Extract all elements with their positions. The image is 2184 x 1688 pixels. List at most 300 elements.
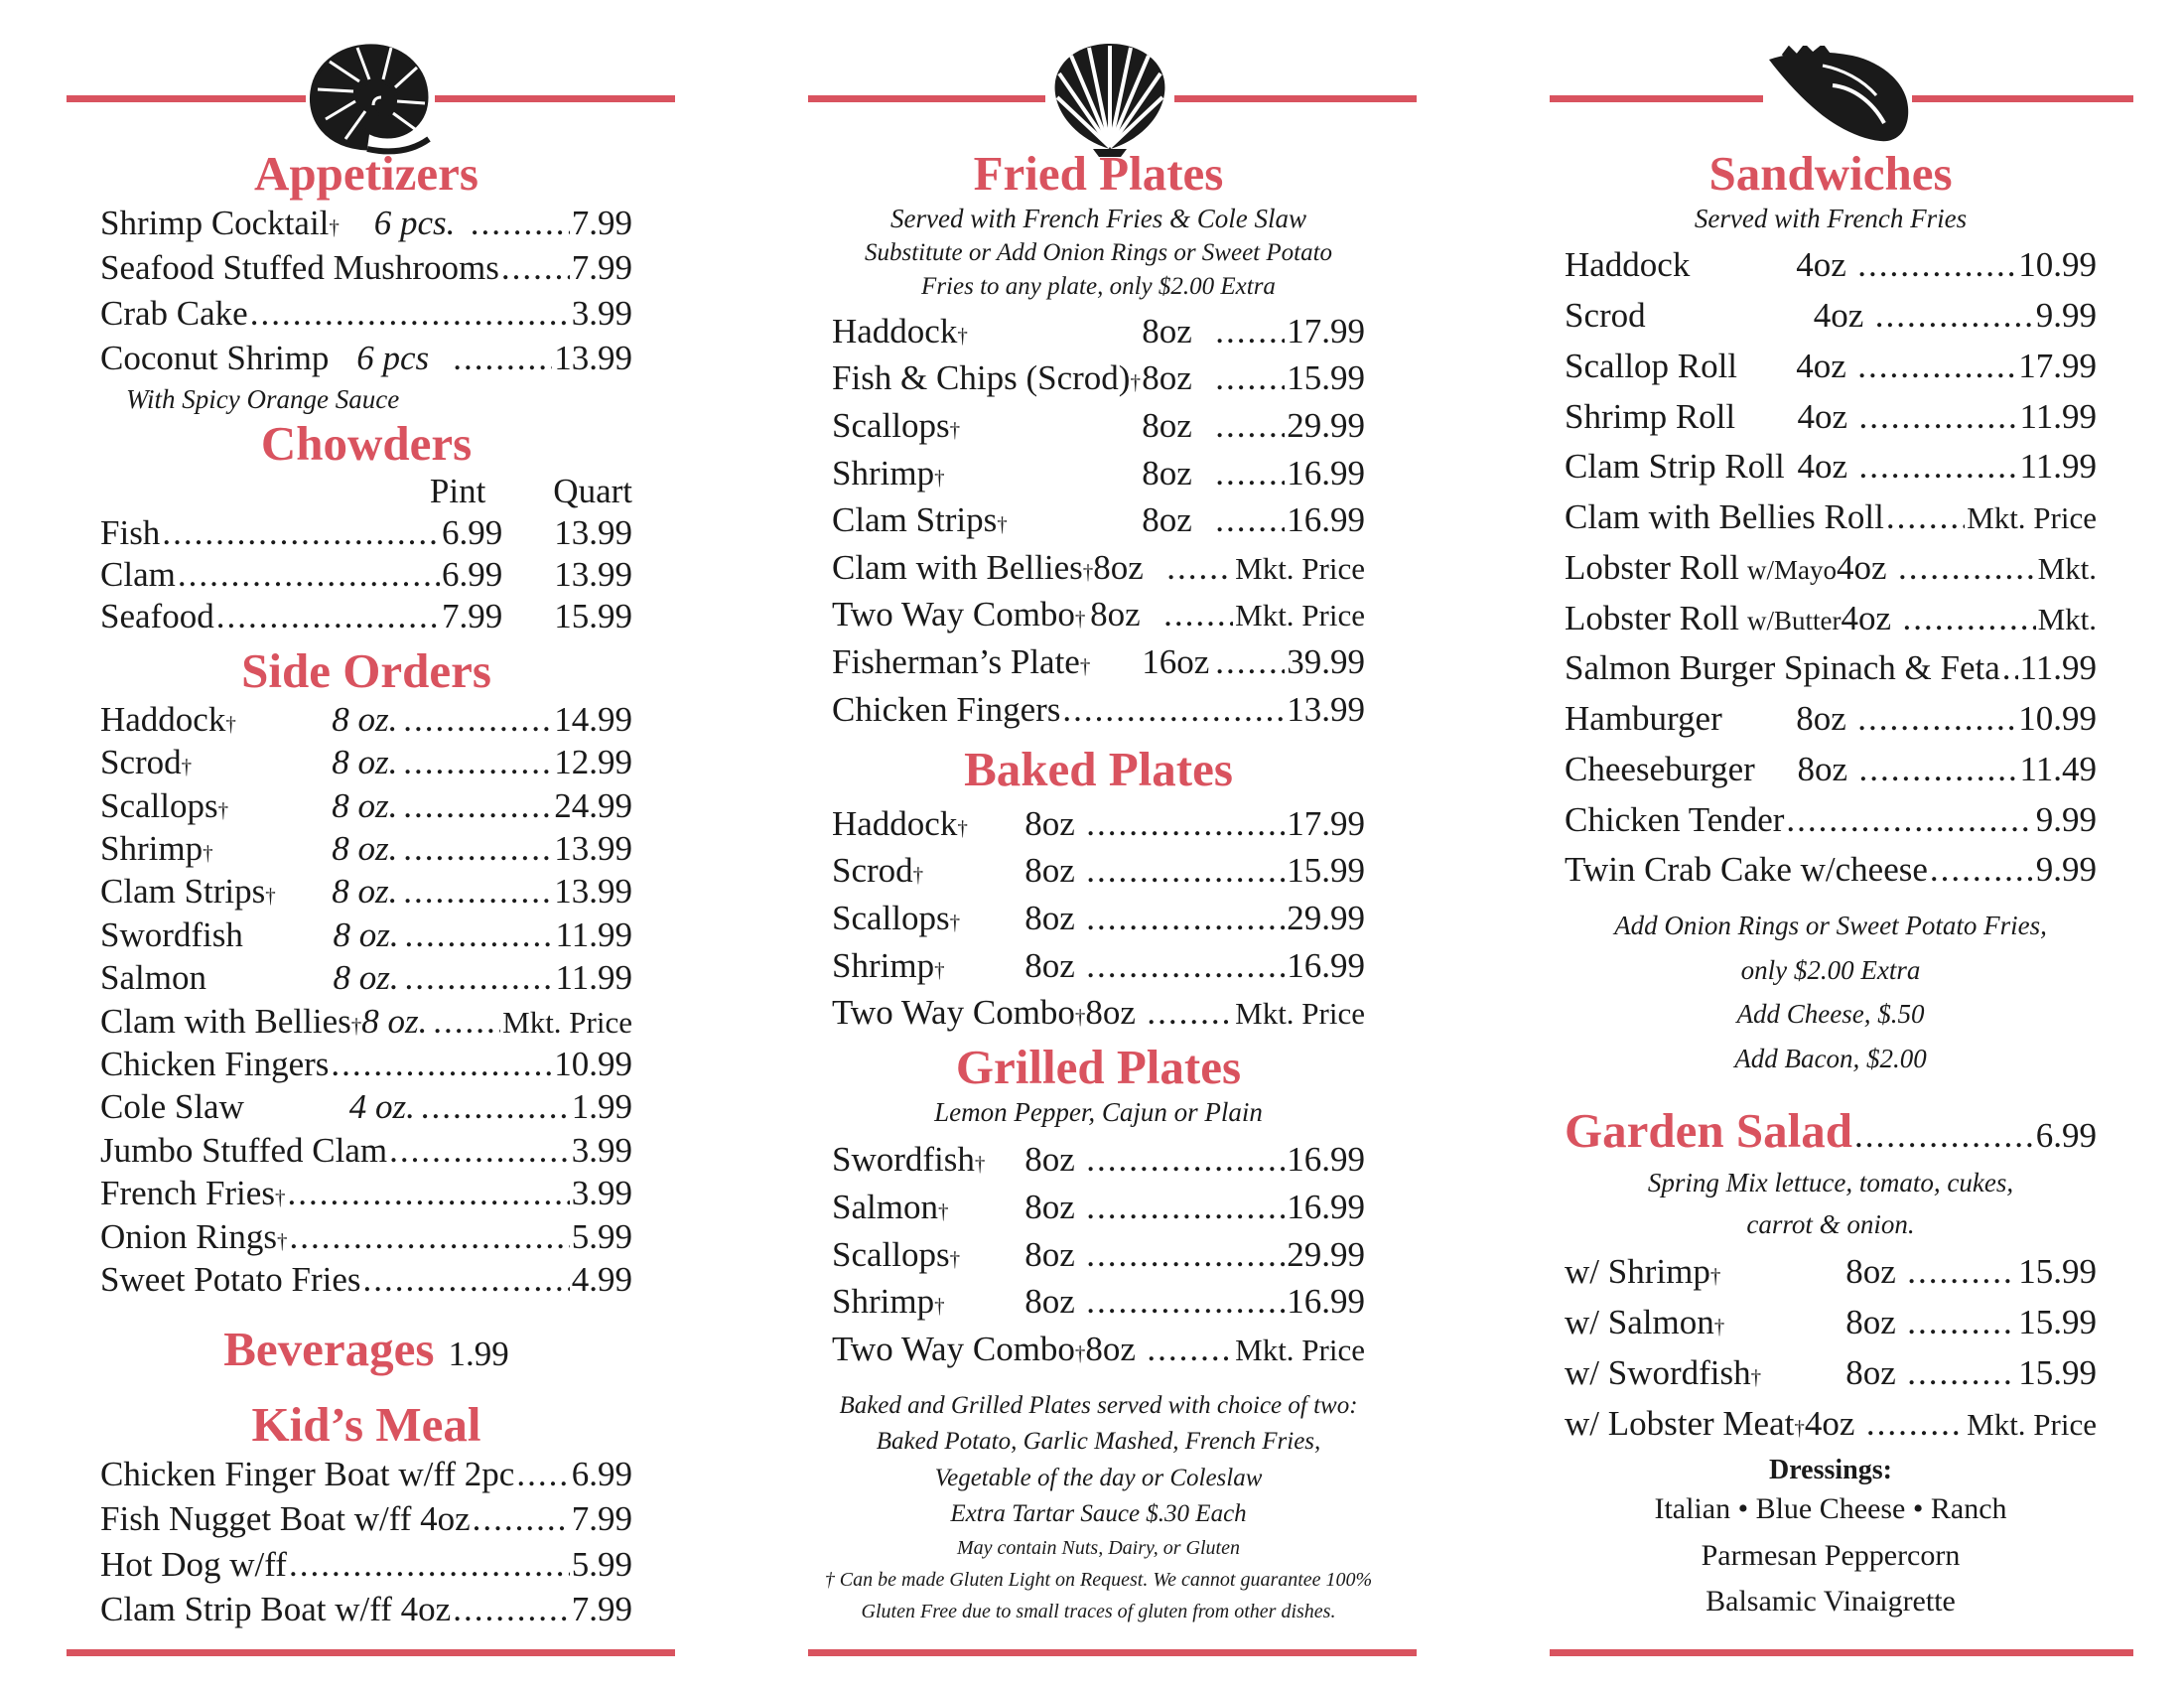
menu-item-row (100, 336, 632, 381)
item-price: 15.99 (2018, 1252, 2097, 1292)
grilled-plates-heading: Grilled Plates (955, 1040, 1242, 1094)
dot-leader (1147, 1326, 1233, 1373)
item-name: Clam with Bellies (100, 1001, 351, 1041)
item-size: 8oz (1024, 1234, 1075, 1274)
dot-leader (1086, 942, 1285, 990)
item-price: 7.99 (571, 1499, 632, 1539)
menu-item-row: Two Way Combo † 8oz ..... Mkt. Price (832, 1326, 1365, 1373)
item-price: 5.99 (571, 1216, 632, 1256)
item-price: 15.99 (1287, 851, 1365, 891)
item-size: 8 oz. (333, 958, 399, 998)
dot-leader (403, 698, 552, 741)
menu-item-row (100, 956, 632, 999)
dot-leader (1902, 594, 2035, 644)
menu-item-row (100, 1496, 632, 1542)
menu-item-row: w/ Lobster Meat † 4oz ..... Mkt. Price (1565, 1399, 2097, 1450)
dot-leader (250, 291, 570, 337)
bottom-rule-2 (808, 1649, 1417, 1656)
item-price: 13.99 (554, 829, 632, 869)
chowder-header (100, 471, 632, 512)
addon-line: Add Bacon, $2.00 (1734, 1043, 1927, 1073)
item-name: Two Way Combo (832, 595, 1075, 634)
fried-plates-list (832, 308, 1365, 733)
dot-leader (405, 956, 554, 999)
item-name: Clam with Bellies (832, 547, 1083, 587)
item-size: 8 oz. (332, 743, 398, 782)
item-name: Scallop Roll (1565, 346, 1738, 385)
dot-leader (1215, 496, 1285, 544)
item-price: Mkt. Price (1967, 1406, 2097, 1442)
menu-item-row: Two Way Combo † 8oz ..... Mkt. Price (832, 989, 1365, 1037)
dot-leader (433, 1000, 500, 1043)
dot-leader (501, 245, 570, 291)
dot-leader (473, 1496, 570, 1542)
item-size: 8 oz. (332, 699, 398, 739)
item-name: Haddock (1565, 245, 1691, 285)
item-price: Mkt. Price (1235, 598, 1365, 633)
menu-item-row: Onion Rings † ..... 5.99 (100, 1215, 632, 1258)
dot-leader (1859, 442, 2018, 492)
item-name: Haddock (832, 311, 958, 351)
dot-leader (1086, 847, 1285, 895)
bottom-rule-3 (1550, 1649, 2133, 1656)
item-name: French Fries (100, 1174, 275, 1213)
sandwiches-heading: Sandwiches (1708, 146, 1953, 201)
item-name: Clam Strips (100, 872, 266, 912)
item-price: 16.99 (1287, 945, 1365, 985)
item-size: 8oz (1797, 749, 1848, 788)
dot-leader (516, 1452, 569, 1497)
item-name: Scallops (832, 1234, 950, 1274)
item-price: 16.99 (1287, 1140, 1365, 1180)
menu-item-row (1565, 745, 2097, 795)
item-size: 8oz (1024, 803, 1075, 843)
dot-leader (453, 1587, 570, 1632)
fried-note-1: Served with French Fries & Cole Slaw (890, 203, 1306, 233)
addon-line: Add Onion Rings or Sweet Potato Fries, (1614, 911, 2047, 941)
appetizers-list (100, 201, 632, 381)
item-price: 16.99 (1287, 500, 1365, 540)
item-size: 8oz (1085, 993, 1136, 1033)
item-name: Clam Strip Roll (1565, 447, 1785, 487)
item-price: 13.99 (554, 872, 632, 912)
menu-item-row: w/ Swordfish † 8oz ..... 15.99 (1565, 1348, 2097, 1399)
item-name: w/ Shrimp (1565, 1252, 1710, 1292)
item-name: Shrimp (100, 829, 204, 869)
item-name: Fish (100, 512, 161, 552)
item-size: 8 oz. (332, 785, 398, 825)
item-price: 17.99 (1287, 803, 1365, 843)
item-name: Hamburger (1565, 699, 1722, 739)
menu-item-row: Clam Strips † 8oz ..... 16.99 (832, 496, 1365, 544)
gluten-line: † Can be made Gluten Light on Request. We cannot guarantee 100% (824, 1569, 1373, 1591)
dot-leader (1215, 638, 1285, 686)
item-price: 16.99 (1287, 1187, 1365, 1226)
dot-leader (1857, 342, 2016, 392)
menu-item-row (1565, 694, 2097, 745)
item-size: 8 oz. (332, 872, 398, 912)
dot-leader (1859, 745, 2018, 795)
menu-item-row: Haddock † 8oz ..... 17.99 (832, 308, 1365, 355)
item-size: 4oz (1796, 245, 1846, 285)
item-name: Seafood Stuffed Mushrooms (100, 248, 499, 288)
item-size: 8 oz. (333, 914, 399, 954)
item-name: Scallops (100, 785, 218, 825)
item-name: Twin Crab Cake w/cheese (1565, 850, 1928, 890)
item-price: Mkt. Price (1235, 1332, 1365, 1367)
menu-item-row (100, 245, 632, 291)
item-price: 39.99 (1287, 641, 1365, 681)
item-price: Mkt. Price (1235, 996, 1365, 1032)
item-price: 15.99 (2018, 1303, 2097, 1342)
menu-item-row: French Fries † ..... 3.99 (100, 1172, 632, 1214)
addon-line: Add Cheese, $.50 (1736, 999, 1925, 1030)
menu-item-row (100, 914, 632, 956)
item-price: 16.99 (1287, 453, 1365, 492)
dot-leader (403, 741, 552, 783)
item-name: Cheeseburger (1565, 749, 1755, 788)
item-price: 11.99 (2019, 396, 2097, 436)
menu-item-row: Swordfish † 8oz ..... 16.99 (832, 1136, 1365, 1184)
dot-leader (421, 1085, 570, 1128)
item-price: 9.99 (2035, 850, 2097, 890)
item-name: Fish & Chips (Scrod) (832, 358, 1131, 398)
item-size: 8oz (1024, 851, 1075, 891)
dot-leader (1215, 308, 1285, 355)
dot-leader (216, 596, 440, 637)
dot-leader (1086, 1231, 1285, 1279)
pint-price: 6.99 (442, 512, 503, 552)
dot-leader (331, 1043, 552, 1085)
item-price: 11.99 (555, 958, 632, 998)
item-size: 16oz (1142, 641, 1210, 681)
appetizers-note: With Spicy Orange Sauce (126, 383, 400, 414)
menu-item-row: w/ Shrimp † 8oz ..... 15.99 (1565, 1247, 2097, 1298)
menu-item-row (1565, 342, 2097, 392)
dot-leader (405, 914, 554, 956)
salad-addon-list (1565, 1247, 2097, 1449)
menu-item-row: Fisherman’s Plate † 16oz ..... 39.99 (832, 638, 1365, 686)
item-size: 8oz (1845, 1352, 1896, 1392)
item-name: Onion Rings (100, 1216, 277, 1256)
menu-item-row: Fish & Chips (Scrod) † 8oz ..... 15.99 (832, 354, 1365, 402)
sandwich-addons (1565, 904, 2097, 1080)
item-name: Scrod (100, 743, 182, 782)
item-price: 13.99 (1287, 689, 1365, 729)
item-size: 8oz (1024, 1187, 1075, 1226)
quart-price: 13.99 (554, 554, 632, 594)
plates-footer (812, 1388, 1385, 1627)
dot-leader (1086, 1136, 1285, 1184)
item-name: Cole Slaw (100, 1087, 244, 1127)
item-price: Mkt. Price (1235, 550, 1365, 586)
menu-item-row: Scallops † 8oz ..... 29.99 (832, 1231, 1365, 1279)
appetizers-heading: Appetizers (254, 146, 478, 201)
item-price: 7.99 (571, 248, 632, 288)
item-price: 17.99 (1287, 311, 1365, 351)
dot-leader (1086, 1278, 1285, 1326)
dot-leader (1086, 1184, 1285, 1231)
garden-salad-heading: Garden Salad (1565, 1103, 1852, 1158)
item-price: 11.99 (2019, 648, 2097, 688)
item-name: w/ Swordfish (1565, 1352, 1751, 1392)
item-price: 29.99 (1287, 899, 1365, 938)
item-price: 4.99 (571, 1259, 632, 1299)
menu-item-row: Haddock † 8 oz. ..... 14.99 (100, 698, 632, 741)
item-option: w/Mayo (1746, 554, 1837, 585)
item-size: 8oz (1142, 453, 1192, 492)
item-size: 8oz (1093, 547, 1144, 587)
dot-leader (1857, 694, 2016, 745)
dot-leader (1166, 544, 1233, 592)
item-price: 10.99 (554, 1045, 632, 1084)
item-price: 3.99 (571, 293, 632, 333)
garden-salad-row (1565, 1102, 2097, 1161)
item-name: w/ Salmon (1565, 1303, 1714, 1342)
item-price: 15.99 (2018, 1352, 2097, 1392)
item-size: 8oz (1142, 500, 1192, 540)
item-price: Mkt. Price (502, 1004, 632, 1040)
item-price: 10.99 (2018, 699, 2097, 739)
menu-item-row: Shrimp † 8oz ..... 16.99 (832, 942, 1365, 990)
item-size: 8oz (1024, 899, 1075, 938)
item-name: Shrimp Roll (1565, 396, 1736, 436)
item-price: Mkt. (2037, 550, 2097, 586)
item-name: Chicken Fingers (100, 1045, 330, 1084)
chowders-list (100, 512, 632, 637)
item-size: 8oz (1142, 406, 1192, 446)
item-size: 8oz (1024, 1282, 1075, 1322)
item-name: w/ Lobster Meat (1565, 1403, 1795, 1443)
baked-plates-heading: Baked Plates (964, 742, 1233, 796)
dressing-line: Parmesan Peppercorn (1701, 1538, 1961, 1572)
item-size: 8oz (1142, 358, 1192, 398)
chowder-row (100, 596, 632, 637)
item-size: 8 oz. (361, 1001, 428, 1041)
item-name: Swordfish (100, 914, 243, 954)
pint-price: 6.99 (442, 554, 503, 594)
dot-leader (2002, 643, 2018, 694)
menu-item-row (100, 1258, 632, 1301)
item-name: Haddock (100, 699, 226, 739)
kids-meal-heading: Kid’s Meal (251, 1397, 481, 1452)
item-name: Two Way Combo (832, 993, 1075, 1033)
dot-leader (1907, 1298, 2016, 1348)
menu-item-row (100, 291, 632, 337)
item-name: Hot Dog w/ff (100, 1544, 287, 1584)
menu-item-row: Scallops † 8oz ..... 29.99 (832, 895, 1365, 942)
item-name: Chicken Fingers (832, 689, 1061, 729)
quart-price: 13.99 (554, 512, 632, 552)
dot-leader (1062, 686, 1285, 734)
dot-leader (1930, 845, 2034, 896)
item-name: Scrod (1565, 296, 1646, 336)
item-size: 4oz (1804, 1403, 1855, 1443)
menu-item-row (1565, 594, 2097, 644)
sandwiches-note: Served with French Fries (1694, 203, 1968, 233)
item-size: 4 oz. (348, 1087, 415, 1127)
item-size: 8oz (1845, 1252, 1896, 1292)
item-price: 3.99 (571, 1174, 632, 1213)
menu-item-row (832, 686, 1365, 734)
item-size: 6 pcs. (373, 203, 456, 242)
item-name: Haddock (832, 803, 958, 843)
item-name: Sweet Potato Fries (100, 1259, 361, 1299)
menu-item-row (100, 1085, 632, 1128)
dot-leader (162, 512, 440, 554)
footer-line: Vegetable of the day or Coleslaw (934, 1464, 1263, 1491)
side-orders-heading: Side Orders (241, 643, 491, 698)
item-price: 29.99 (1287, 406, 1365, 446)
dot-leader (1086, 800, 1285, 848)
dot-leader (1215, 402, 1285, 450)
scallop-shell-icon (1045, 40, 1174, 157)
item-name: Fisherman’s Plate (832, 641, 1080, 681)
nautilus-shell-icon (306, 40, 435, 157)
item-name: Crab Cake (100, 293, 248, 333)
dot-leader (1857, 240, 2016, 291)
dot-leader (1898, 543, 2036, 594)
menu-item-row: Scallops † 8 oz. ..... 24.99 (100, 784, 632, 827)
item-name: Coconut Shrimp (100, 339, 330, 378)
menu-item-row (100, 1129, 632, 1172)
item-size: 4oz (1836, 547, 1887, 587)
chowders-heading: Chowders (260, 416, 473, 471)
sandwiches-list (1565, 240, 2097, 896)
beverages-price: 1.99 (448, 1335, 509, 1373)
item-name: Lobster Roll (1565, 598, 1739, 637)
menu-item-row: Shrimp † 8 oz. ..... 13.99 (100, 827, 632, 870)
item-size: 4oz (1797, 447, 1848, 487)
item-price: 3.99 (571, 1130, 632, 1170)
footer-line: Extra Tartar Sauce $.30 Each (950, 1499, 1247, 1527)
menu-item-row: w/ Salmon † 8oz ..... 15.99 (1565, 1298, 2097, 1348)
item-name: Chicken Finger Boat w/ff 2pc (100, 1454, 515, 1493)
item-price: 13.99 (554, 339, 632, 378)
addon-line: only $2.00 Extra (1740, 954, 1921, 985)
grilled-note: Lemon Pepper, Cajun or Plain (934, 1096, 1263, 1127)
dot-leader (287, 1172, 569, 1214)
item-size: 8oz (1090, 595, 1141, 634)
menu-item-row (1565, 845, 2097, 896)
menu-item-row (1565, 392, 2097, 443)
menu-item-row: Two Way Combo † 8oz ..... Mkt. Price (832, 591, 1365, 638)
item-name: Chicken Tender (1565, 799, 1785, 839)
item-price: 1.99 (571, 1087, 632, 1127)
item-price: 7.99 (571, 203, 632, 242)
salad-note-2: carrot & onion. (1746, 1208, 1915, 1239)
quart-price: 15.99 (554, 596, 632, 635)
item-price: 11.99 (2019, 447, 2097, 487)
item-size: 8oz (1085, 1329, 1136, 1368)
dot-leader (403, 827, 552, 870)
menu-item-row (100, 1587, 632, 1632)
dot-leader (1907, 1247, 2016, 1298)
chowder-row (100, 554, 632, 596)
item-price: 9.99 (2035, 296, 2097, 336)
item-price: 12.99 (554, 743, 632, 782)
item-name: Shrimp (832, 453, 935, 492)
menu-item-row: Salmon † 8oz ..... 16.99 (832, 1184, 1365, 1231)
menu-item-row: Haddock † 8oz ..... 17.99 (832, 800, 1365, 848)
item-size: 6 pcs (356, 339, 430, 378)
item-name: Salmon (100, 958, 206, 998)
dot-leader (1859, 392, 2018, 443)
dressings-title: Dressings: (1769, 1455, 1892, 1486)
menu-item-row (100, 1043, 632, 1085)
conch-shell-icon (1763, 46, 1912, 145)
dot-leader (1215, 450, 1285, 497)
footer-line: Baked and Grilled Plates served with choice of two: (839, 1392, 1358, 1419)
bottom-rule-1 (67, 1649, 675, 1656)
dot-leader (1215, 354, 1285, 402)
item-price: 11.99 (555, 914, 632, 954)
dot-leader (403, 784, 552, 827)
item-price: Mkt. Price (1967, 500, 2097, 536)
item-name: Seafood (100, 596, 214, 635)
menu-item-row: Shrimp † 8oz ..... 16.99 (832, 450, 1365, 497)
item-name: Shrimp Cocktail (100, 203, 330, 242)
dot-leader (362, 1258, 569, 1301)
item-size: 8oz (1845, 1303, 1896, 1342)
menu-item-row: Scrod † 8oz ..... 15.99 (832, 847, 1365, 895)
menu-item-row: Clam Strips † 8 oz. ..... 13.99 (100, 870, 632, 913)
allergen-line: May contain Nuts, Dairy, or Gluten (957, 1537, 1240, 1559)
quart-label: Quart (553, 471, 632, 510)
item-name: Scallops (832, 406, 950, 446)
item-price: 14.99 (554, 699, 632, 739)
item-price: 7.99 (571, 1590, 632, 1629)
footer-line: Baked Potato, Garlic Mashed, French Fries, (876, 1428, 1321, 1456)
item-price: 10.99 (2018, 245, 2097, 285)
dot-leader (1086, 895, 1285, 942)
item-name: Fish Nugget Boat w/ff 4oz (100, 1499, 471, 1539)
item-name: Clam Strip Boat w/ff 4oz (100, 1590, 452, 1629)
item-name: Salmon (832, 1187, 938, 1226)
item-size: 4oz (1797, 396, 1848, 436)
dot-leader (403, 870, 552, 913)
dot-leader (1875, 291, 2034, 342)
item-size: 4oz (1796, 346, 1846, 385)
item-name: Shrimp (832, 1282, 935, 1322)
dot-leader (389, 1129, 570, 1172)
dot-leader (178, 554, 440, 596)
item-option: w/Butter (1746, 605, 1842, 635)
item-name: Shrimp (832, 945, 935, 985)
item-name: Jumbo Stuffed Clam (100, 1130, 388, 1170)
item-size: 8 oz. (332, 829, 398, 869)
item-size: 8oz (1024, 1140, 1075, 1180)
menu-item-row (100, 1452, 632, 1497)
item-price: 6.99 (571, 1454, 632, 1493)
fried-note-3: Fries to any plate, only $2.00 Extra (921, 273, 1276, 301)
dot-leader (1907, 1348, 2016, 1399)
item-size: 8oz (1796, 699, 1846, 739)
dot-leader (471, 201, 570, 246)
dot-leader (1147, 989, 1233, 1037)
kids-meal-list (100, 1452, 632, 1632)
menu-item-row (1565, 442, 2097, 492)
dot-leader (453, 336, 552, 381)
item-name: Clam with Bellies Roll (1565, 497, 1884, 537)
fried-plates-heading: Fried Plates (973, 146, 1224, 201)
menu-item-row (100, 1542, 632, 1588)
beverages-heading: Beverages (223, 1322, 435, 1376)
item-price: 9.99 (2035, 799, 2097, 839)
baked-plates-list (832, 800, 1365, 1037)
menu-item-row (1565, 543, 2097, 594)
item-name: Scallops (832, 899, 950, 938)
